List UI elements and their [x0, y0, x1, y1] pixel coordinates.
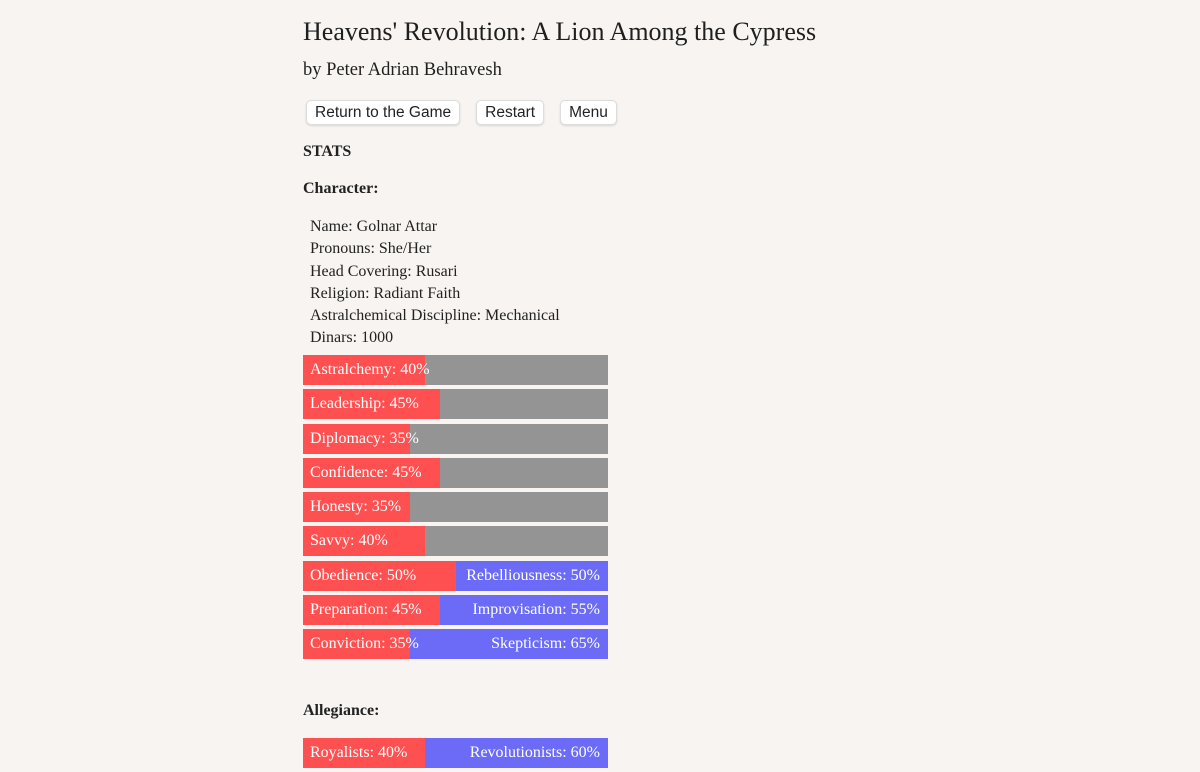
author-byline: by Peter Adrian Behravesh [303, 60, 502, 80]
stat-bar-savvy [303, 526, 608, 556]
opposed-bar-left-label: Royalists: 40% [310, 744, 408, 761]
stats-heading: STATS [303, 143, 352, 160]
stat-bar-confidence [303, 458, 608, 488]
opposed-bar-left-label: Preparation: 45% [310, 601, 422, 619]
opposed-bar-left-label: Obedience: 50% [310, 566, 417, 584]
info-religion: Religion: Radiant Faith [310, 284, 461, 302]
info-dinars: Dinars: 1000 [310, 329, 394, 347]
stat-bar-label: Honesty: 35% [310, 498, 402, 516]
opposed-bar-left-label: Conviction: 35% [310, 635, 419, 653]
game-title: Heavens' Revolution: A Lion Among the Cypress [303, 17, 817, 46]
return-to-game-button[interactable]: Return to the Game [306, 100, 460, 125]
info-pronouns: Pronouns: She/Her [310, 240, 432, 258]
allegiance-heading: Allegiance: [303, 702, 380, 719]
stat-bar-astralchemy [303, 355, 608, 385]
opposed-bar-conviction-skepticism [303, 629, 608, 659]
stat-bar-label: Astralchemy: 40% [310, 361, 430, 378]
opposed-bar-right-label: Improvisation: 55% [472, 601, 600, 619]
stat-bar-leadership [303, 389, 608, 419]
stat-bar-diplomacy [303, 424, 608, 454]
character-heading: Character: [303, 180, 379, 197]
character-info [310, 216, 560, 350]
opposed-bar-obedience-rebelliousness [303, 561, 608, 591]
toolbar [306, 100, 633, 125]
opposed-bar-right-label: Revolutionists: 60% [469, 744, 600, 761]
restart-button[interactable]: Restart [476, 100, 544, 125]
stat-bars [303, 355, 608, 664]
opposed-bar-royalists-revolutionists [303, 738, 608, 768]
allegiance-bars [303, 738, 608, 772]
info-head-covering: Head Covering: Rusari [310, 262, 458, 280]
stat-bar-honesty [303, 492, 608, 522]
stat-bar-label: Confidence: 45% [310, 463, 422, 481]
info-name: Name: Golnar Attar [310, 218, 438, 235]
stat-bar-label: Savvy: 40% [310, 532, 388, 550]
opposed-bar-right-label: Skepticism: 65% [491, 635, 600, 653]
menu-button[interactable]: Menu [560, 100, 617, 125]
opposed-bar-right-label: Rebelliousness: 50% [466, 566, 600, 584]
info-discipline: Astralchemical Discipline: Mechanical [310, 307, 560, 325]
stat-bar-label: Leadership: 45% [310, 395, 419, 413]
stat-bar-label: Diplomacy: 35% [310, 429, 419, 447]
opposed-bar-preparation-improvisation [303, 595, 608, 625]
